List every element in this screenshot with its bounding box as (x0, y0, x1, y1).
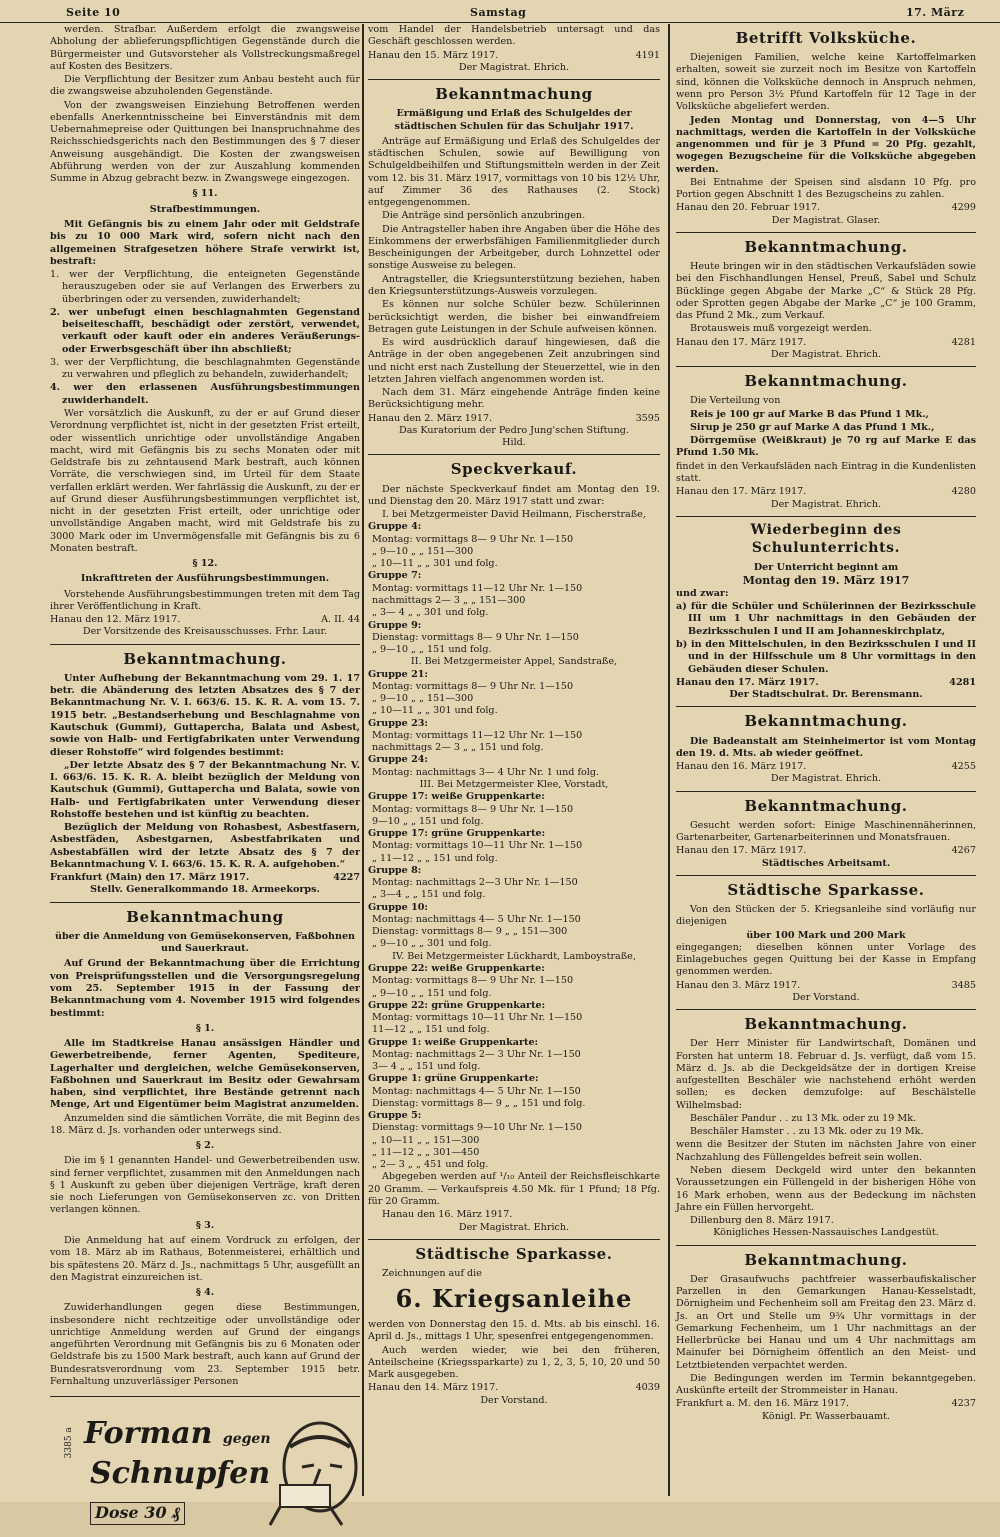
signature: Das Kuratorium der Pedro Jung'schen Stiftung. (399, 424, 629, 436)
paragraph: Bezüglich der Meldung von Rohasbest, Asbestfasern, Asbestfäden, Asbestgarnen, Asbestfabrikaten und Asbestabfällen wird der letzte Absatz des § 7 der Bekanntmachung V. I. 663/6. 15. K. R. A. aufgehoben.“ (50, 822, 360, 870)
divider (676, 366, 976, 367)
notice-title: Bekanntmachung. (744, 1250, 908, 1269)
signature: Der Magistrat. Glaser. (771, 214, 881, 226)
schedule-line: „ 9—10 „ „ 151—300 (372, 693, 474, 705)
paragraph: Die Badeanstalt am Steinheimertor ist vom Montag den 19. d. Mts. ab wieder geöffnet. (676, 735, 976, 759)
schedule-line: „ 11—12 „ „ 301—450 (372, 1146, 480, 1158)
paragraph: Von den Stücken der 5. Kriegsanleihe sind vorläufig nur diejenigen (676, 904, 976, 928)
date-text: Hanau den 2. März 1917. (368, 412, 493, 424)
ad-price: Dose 30 ₰ (90, 1502, 185, 1524)
divider (676, 791, 976, 792)
list-item: 2. wer unbefugt einen beschlagnahmten Gegenstand beiseiteschafft, beschädigt oder zerstört, verwendet, verkauft oder kauft oder ein anderes Veräußerungs- oder Erwerbsgeschäft über ihn abschließt; (50, 306, 360, 355)
group-heading: Gruppe 1: grüne Gruppenkarte: (368, 1073, 539, 1085)
divider (368, 454, 660, 455)
schedule-line: Montag: vormittags 8— 9 Uhr Nr. 1—150 (372, 533, 574, 545)
schedule-line: „ 10—11 „ „ 151—300 (372, 1134, 480, 1146)
section-title: Strafbestimmungen. (149, 203, 261, 215)
paragraph: Von der zwangsweisen Einziehung Betroffenen werden ebenfalls Anerkenntnisscheine bei Einverständnis mit dem Uebernahmepreise oder Quittungen bei Inanspruchnahme des Reichsschiedsgerichts nach den Bestimmungen des § 7 dieser Anweisung ausgehändigt. Die Kosten der zwangsweisen Abführung werden von der zur Auszahlung kommenden Summe in Abzug gebracht bezw. in Zwangswege eingezogen. (50, 99, 360, 185)
paragraph: Nach dem 31. März eingehende Anträge finden keine Berücksichtigung mehr. (368, 387, 660, 411)
ad-gegen: gegen (222, 1431, 271, 1448)
divider (676, 1245, 976, 1246)
paragraph: Die Antragsteller haben ihre Angaben über die Höhe des Einkommens der erwerbsfähigen Familienmitglieder durch Bescheinigungen der Arbeitgeber, durch Lohnzettel oder sonstige Ausweise zu belegen. (368, 223, 660, 272)
paragraph: Die Verpflichtung der Besitzer zum Anbau besteht auch für die zwangsweise abzuholenden Gegenstände. (50, 74, 360, 98)
paragraph: Unter Aufhebung der Bekanntmachung vom 29. 1. 17 betr. die Abänderung des letzten Absatzes des § 7 der Bekanntmachung Nr. V. I. 663/6. 15. K. R. A. vom 15. 7. 1915 betr. „Bestandserhebung und Beschlagnahme von Kautschuk (Gummi), Guttapercha, Balata und Asbest, sowie von Halb- und Fertigfabrikaten unter Verwendung dieser Rohstoffe“ wird folgendes bestimmt: (50, 672, 360, 758)
signature: Der Magistrat. Ehrich. (458, 61, 570, 73)
ref-number: 3485 (951, 979, 976, 991)
notice-title: Bekanntmachung. (123, 649, 287, 668)
paragraph: wenn die Besitzer der Stuten im nächsten Jahre von einer Nachzahlung des Füllengeldes befreit sein wollen. (676, 1139, 976, 1163)
schedule-line: 11—12 „ „ 151 und folg. (372, 1024, 490, 1036)
column-3 (676, 24, 976, 1496)
signature: Der Vorstand. (792, 991, 860, 1003)
date-text: Hanau den 17. März 1917. (676, 336, 807, 348)
signature: Der Vorstand. (480, 1394, 548, 1406)
ref-number: 4237 (951, 1398, 976, 1410)
divider (676, 516, 976, 517)
paragraph: eingegangen; dieselben können unter Vorlage des Einlagebuches gegen Quittung bei der Kasse in Empfang genommen werden. (676, 941, 976, 978)
schedule-line: Montag: nachmittags 2—3 Uhr Nr. 1—150 (372, 877, 578, 889)
schedule-line: Dienstag: vormittags 8— 9 „ „ 151—300 (372, 926, 568, 938)
schedule-line: Dienstag: vormittags 8— 9 Uhr Nr. 1—150 (372, 631, 579, 643)
schedule-line: „ 9—10 „ „ 151 und folg. (372, 987, 492, 999)
ref-number: 4191 (635, 49, 660, 61)
ref-number: 4299 (951, 202, 976, 214)
notice-subtitle: Ermäßigung und Erlaß des Schulgeldes der städtischen Schulen für das Schuljahr 1917. (394, 108, 634, 132)
schedule-line: Montag: vormittags 8— 9 Uhr Nr. 1—150 (372, 975, 574, 987)
signature: Der Magistrat. Ehrich. (770, 773, 882, 785)
paragraph: Die Anträge sind persönlich anzubringen. (382, 210, 586, 222)
paragraph: Vorstehende Ausführungsbestimmungen treten mit dem Tag ihrer Veröffentlichung in Kraft. (50, 588, 360, 612)
schedule-line: „ 2— 3 „ „ 451 und folg. (372, 1159, 489, 1171)
group-heading: Gruppe 17: weiße Gruppenkarte: (368, 791, 545, 803)
date-text: Hanau den 15. März 1917. (368, 49, 499, 61)
paragraph: Der Grasaufwuchs pachtfreier wasserbaufiskalischer Parzellen in den Gemarkungen Hanau-Kesselstadt, Dörnigheim und Fechenheim soll am Freitag den 23. März d. Js. an Ort und Stelle um 9¾ Uhr vormittags in der Gemarkung Fechenheim, um 1 Uhr nachmittags an der Hellerbrücke bei Hanau und um 4 Uhr nachmittags am Mainufer bei Dörnigheim öffentlich an den Meist- und Letztbietenden verpachtet werden. (676, 1273, 976, 1371)
paragraph: Antragsteller, die Kriegsunterstützung beziehen, haben den Kriegsunterstützungs-Ausweis vorzulegen. (368, 273, 660, 297)
ref-number: 3595 (635, 412, 660, 424)
paragraph: Auch werden wieder, wie bei den früheren, Anteilscheine (Kriegssparkarte) zu 1, 2, 3, 5, 10, 20 und 50 Mark ausgegeben. (368, 1344, 660, 1381)
ref-number: 4255 (951, 761, 976, 773)
date-text: Hanau den 20. Februar 1917. (676, 202, 821, 214)
date-text: Hanau den 3. März 1917. (676, 979, 801, 991)
signature: Der Magistrat. Ehrich. (458, 1221, 570, 1233)
schedule-line: „ 3— 4 „ „ 301 und folg. (372, 607, 489, 619)
paragraph: „Der letzte Absatz des § 7 der Bekanntmachung Nr. V. I. 663/6. 15. K. R. A. bleibt bezüglich der Meldung von Kautschuk (Gummi), Guttapercha und Balata, sowie von Halb- und Fertigfabrikaten unter Verwendung dieser Rohstoffe bestehen und ist künftig zu beachten. (50, 759, 360, 820)
notice-title: Bekanntmachung. (744, 1015, 908, 1034)
paragraph: Es wird ausdrücklich darauf hingewiesen, daß die Anträge in der oben angegebenen Zeit anzubringen sind und nicht erst nach Zustellung der Steuerzettel, wie in den letzten Jahren vielfach angenommen worden ist. (368, 337, 660, 385)
dateline (676, 202, 976, 214)
section-number: § 1. (195, 1022, 215, 1034)
date: 17. März (906, 6, 965, 19)
list-item: 4. wer den erlassenen Ausführungsbestimmungen zuwiderhandelt. (50, 382, 360, 406)
date-text: Frankfurt a. M. den 16. März 1917. (676, 1398, 849, 1410)
butcher-line: II. Bei Metzgermeister Appel, Sandstraße, (410, 656, 618, 668)
paragraph: Die Verteilung von (690, 395, 781, 407)
group-heading: Gruppe 4: (368, 521, 422, 533)
divider (368, 1239, 660, 1240)
paragraph: Der nächste Speckverkauf findet am Montag den 19. und Dienstag den 20. März 1917 statt und zwar: (368, 483, 660, 507)
ref-number: 4267 (951, 845, 976, 857)
paragraph: werden. Strafbar. Außerdem erfolgt die zwangsweise Abholung der ablieferungspflichtigen Gegenstände durch die Bürgermeister und Gutsvorsteher als Vollstreckungsmaßregel auf Kosten des Besitzers. (50, 24, 360, 72)
date-text: Hanau den 17. März 1917. (676, 486, 807, 498)
dateline (676, 845, 976, 857)
dateline (676, 486, 976, 498)
ad-brand (84, 1415, 271, 1453)
divider (676, 706, 976, 707)
dateline (368, 50, 660, 62)
paragraph: Die Bedingungen werden im Termin bekanntgegeben. Auskünfte erteilt der Strommeister in Hanau. (676, 1372, 976, 1397)
ref-number: 4039 (635, 1382, 660, 1394)
notice-title: Bekanntmachung. (744, 712, 908, 731)
dateline (368, 1382, 660, 1394)
schedule-line: Montag: vormittags 8— 9 Uhr Nr. 1—150 (372, 803, 574, 815)
list-item: Sirup je 250 gr auf Marke A das Pfund 1 Mk., (690, 421, 935, 433)
schedule-line: „ 10—11 „ „ 301 und folg. (372, 705, 498, 717)
divider (676, 232, 976, 233)
section-number: § 11. (192, 188, 218, 200)
group-heading: Gruppe 1: weiße Gruppenkarte: (368, 1036, 539, 1048)
dateline (676, 761, 976, 773)
schedule-line: nachmittags 2— 3 „ „ 151—300 (372, 595, 526, 606)
group-heading: Gruppe 8: (368, 864, 422, 876)
column-2 (368, 24, 660, 1496)
schedule-line: Montag: vormittags 10—11 Uhr Nr. 1—150 (372, 1012, 583, 1024)
ref-number: 4281 (951, 336, 976, 348)
paragraph: Es können nur solche Schüler bezw. Schülerinnen berücksichtigt werden, die bisher bei einwandfreiem Betragen gute Leistungen in der Schule aufweisen können. (368, 299, 660, 335)
signature: Stellv. Generalkommando 18. Armeekorps. (90, 884, 320, 896)
section-number: § 12. (192, 558, 218, 570)
page-header (0, 0, 1000, 23)
section-number: § 4. (195, 1287, 215, 1299)
signature: Der Magistrat. Ehrich. (770, 348, 882, 360)
paragraph: Diejenigen Familien, welche keine Kartoffelmarken erhalten, soweit sie zurzeit noch im Besitze von Kartoffeln sind, können die Volksküche dennoch in Anspruch nehmen, wenn pro Person 3½ Pfund Kartoffeln für 12 Tage in der Volksküche abgeliefert werden. (676, 52, 976, 113)
butcher-line: III. Bei Metzgermeister Klee, Vorstadt, (419, 778, 609, 790)
list-item: Beschäler Hamster . . zu 13 Mk. oder zu 19 Mk. (690, 1126, 924, 1138)
list-item: 3. wer der Verpflichtung, die beschlagnahmten Gegenstände zu verwahren und pfleglich zu behandeln, zuwiderhandelt; (50, 356, 360, 381)
weekday: Samstag (470, 6, 527, 19)
schedule-line: „ 11—12 „ „ 151 und folg. (372, 852, 498, 864)
list-item: a) für die Schüler und Schülerinnen der Bezirksschule III um 1 Uhr nachmittags in den Gebäuden der Bezirksschulen I und II am Johanneskirchplatz, (676, 601, 976, 637)
highlight-date: Montag den 19. März 1917 (742, 573, 910, 587)
date-text: Frankfurt (Main) den 17. März 1917. (50, 872, 250, 884)
notice-title: Speckverkauf. (450, 460, 578, 479)
paragraph: Auf Grund der Bekanntmachung über die Errichtung von Preisprüfungsstellen und die Versorgungsregelung vom 25. September 1915 in der Fassung der Bekanntmachung vom 4. November 1915 wird folgendes bestimmt: (50, 958, 360, 1019)
dateline (676, 677, 976, 689)
paragraph: und zwar: (676, 587, 729, 599)
paragraph: Die im § 1 genannten Handel- und Gewerbetreibenden usw. sind ferner verpflichtet, zusammen mit den Anmeldungen nach § 1 Auskunft zu geben über diejenigen Verträge, kraft deren sie noch Lieferungen von Gemüsekonserven zc. von Dritten verlangen können. (50, 1155, 360, 1216)
section-number: § 3. (195, 1219, 215, 1231)
paragraph: Zeichnungen auf die (382, 1268, 482, 1279)
paragraph: Die Anmeldung hat auf einem Vordruck zu erfolgen, der vom 18. März ab im Rathaus, Botenmeisterei, erhältlich und bis spätestens 20. März d. Js., nachmittags 5 Uhr, ausgefüllt an den Magistrat einzureichen ist. (50, 1235, 360, 1283)
paragraph: Zuwiderhandlungen gegen diese Bestimmungen, insbesondere nicht rechtzeitige oder unvollständige oder unrichtige Anmeldung werden auf Grund der eingangs angeführten Verordnung mit Gefängnis bis zu 6 Monaten oder Geldstrafe bis zu 1500 Mark bestraft, auch kann auf Grund der Bundesratsverordnung vom 23. September 1915 betr. Fernhaltung unzuverlässiger Personen (50, 1302, 360, 1387)
schedule-line: 3— 4 „ „ 151 und folg. (372, 1061, 481, 1073)
ref-number: 4281 (949, 676, 976, 688)
divider (368, 79, 660, 80)
date-text: Hanau den 12. März 1917. (50, 614, 181, 626)
paragraph: Heute bringen wir in den städtischen Verkaufsläden sowie bei den Fischhandlungen Hensel, Preuß, Sabel und Schulz Bücklinge gegen Abgabe der Marke „C“ & Stück 28 Pfg. oder Sprotten gegen Abgabe der Marke „C“ je 100 Gramm, das Pfund 2 Mk., zum Verkauf. (676, 261, 976, 322)
dateline (676, 1398, 976, 1410)
paragraph: Gesucht werden sofort: Einige Maschinennäherinnen, Gartenarbeiter, Gartenarbeiterinnen und Monatsfrauen. (676, 819, 976, 844)
date-text: Hanau den 14. März 1917. (368, 1382, 499, 1394)
group-heading: Gruppe 23: (368, 717, 428, 729)
schedule-line: „ 9—10 „ „ 301 und folg. (372, 938, 492, 950)
notice-title: Bekanntmachung (435, 85, 593, 104)
paragraph: findet in den Verkaufsläden nach Eintrag in die Kundenlisten statt. (676, 460, 976, 484)
signature: Der Stadtschulrat. Dr. Berensmann. (729, 689, 923, 701)
list-item: 1. wer der Verpflichtung, die enteigneten Gegenstände herauszugeben oder sie auf Verlangen des Erwerbers zu überbringen oder zu versenden, zuwiderhandelt; (50, 269, 360, 305)
ad-product: Schnupfen (90, 1456, 271, 1492)
notice-title: Städtische Sparkasse. (415, 1244, 613, 1263)
group-heading: Gruppe 22: grüne Gruppenkarte: (368, 999, 546, 1011)
dateline (676, 980, 976, 992)
notice-title: Betrifft Volksküche. (735, 29, 917, 47)
date-text: Hanau den 17. März 1917. (676, 676, 819, 688)
paragraph: vom Handel der Handelsbetrieb untersagt und das Geschäft geschlossen werden. (368, 24, 660, 48)
signature: Königl. Pr. Wasserbauamt. (762, 1410, 890, 1422)
ad-brand-text: Forman (84, 1416, 213, 1452)
schedule-line: Montag: vormittags 8— 9 Uhr Nr. 1—150 (372, 680, 574, 692)
ref-number: A. II. 44 (321, 614, 360, 626)
schedule-line: Montag: nachmittags 2— 3 Uhr Nr. 1—150 (372, 1048, 581, 1060)
paragraph: werden von Donnerstag den 15. d. Mts. ab bis einschl. 16. April d. Js., mittags 1 Uhr, spesenfrei entgegengenommen. (368, 1318, 660, 1343)
war-loan-heading: 6. Kriegsanleihe (395, 1284, 633, 1314)
divider (676, 1009, 976, 1010)
section-number: § 2. (195, 1140, 215, 1152)
notice-subtitle: über die Anmeldung von Gemüsekonserven, Faßbohnen und Sauerkraut. (54, 930, 356, 955)
schedule-line: „ 3—4 „ „ 151 und folg. (372, 889, 486, 901)
schedule-line: Montag: nachmittags 3— 4 Uhr Nr. 1 und folg. (372, 766, 600, 778)
group-heading: Gruppe 5: (368, 1110, 422, 1122)
paragraph: über 100 Mark und 200 Mark (746, 929, 906, 941)
dateline (50, 872, 360, 884)
group-heading: Gruppe 24: (368, 754, 428, 766)
schedule-line: Montag: nachmittags 4— 5 Uhr Nr. 1—150 (372, 913, 581, 925)
schedule-line: Montag: vormittags 10—11 Uhr Nr. 1—150 (372, 840, 583, 852)
date-text: Hanau den 16. März 1917. (382, 1209, 513, 1221)
notice-title: Städtische Sparkasse. (727, 880, 925, 899)
date-text: Hanau den 16. März 1917. (676, 761, 807, 773)
list-item: Dörrgemüse (Weißkraut) je 70 rg auf Marke E das Pfund 1.50 Mk. (676, 435, 976, 459)
signature: Der Vorsitzende des Kreisausschusses. Frhr. Laur. (82, 626, 328, 638)
paragraph: Abgegeben werden auf ¹/₁₀ Anteil der Reichsfleischkarte 20 Gramm. — Verkaufspreis 4.50 Mk. für 1 Pfund; 18 Pfg. für 20 Gramm. (368, 1171, 660, 1208)
signature: Der Magistrat. Ehrich. (770, 498, 882, 510)
section-title: Inkrafttreten der Ausführungsbestimmungen. (80, 573, 330, 585)
schedule-line: Montag: vormittags 11—12 Uhr Nr. 1—150 (372, 582, 583, 594)
column-1 (50, 24, 360, 1523)
paragraph: Anzumelden sind die sämtlichen Vorräte, die mit Beginn des 18. März d. Js. vorhanden oder unterwegs sind. (50, 1112, 360, 1136)
schedule-line: Montag: nachmittags 4— 5 Uhr Nr. 1—150 (372, 1085, 581, 1097)
schedule-line: Dienstag: vormittags 8— 9 „ „ 151 und folg. (372, 1097, 586, 1109)
dateline (50, 614, 360, 626)
schedule-line: Montag: vormittags 11—12 Uhr Nr. 1—150 (372, 729, 583, 741)
page-number: Seite 10 (66, 6, 121, 19)
date-text: Dillenburg den 8. März 1917. (690, 1215, 834, 1227)
group-heading: Gruppe 9: (368, 619, 422, 631)
sneezing-face-illustration (250, 1407, 370, 1527)
notice-title: Bekanntmachung (126, 907, 284, 926)
speck-schedule (368, 509, 660, 1171)
column-rule (362, 24, 364, 1496)
paragraph: Brotausweis muß vorgezeigt werden. (690, 323, 872, 335)
schedule-line: „ 9—10 „ „ 151—300 (372, 545, 474, 557)
paragraph: Alle im Stadtkreise Hanau ansässigen Händler und Gewerbetreibende, ferner Agenten, Spediteure, Lagerhalter und dergleichen, welche Gemüsekonserven, Faßbohnen und Sauerkraut im Besitz oder Gewahrsam haben, sind verpflichtet, ihre Bestände getrennt nach Menge, Art und Eigentümer beim Magistrat anzumelden. (50, 1038, 360, 1111)
divider (50, 644, 360, 645)
schedule-line: „ 10—11 „ „ 301 und folg. (372, 558, 498, 570)
signature: Städtisches Arbeitsamt. (761, 857, 891, 869)
notice-title: Bekanntmachung. (744, 796, 908, 815)
paragraph: Anträge auf Ermäßigung und Erlaß des Schulgeldes der städtischen Schulen, sowie auf Bewilligung von Schulgeldbeihilfen und Stiftungsmitteln werden in der Zeit vom 12. bis 31. März 1917, vormittags von 10 bis 12½ Uhr, auf Zimmer 36 des Rathauses (2. Stock) entgegengenommen. (368, 135, 660, 209)
paragraph: Mit Gefängnis bis zu einem Jahr oder mit Geldstrafe bis zu 10 000 Mark wird, sofern nicht nach den allgemeinen Strafgesetzen höhere Strafe verwirkt ist, bestraft: (50, 218, 360, 267)
paragraph: Wer vorsätzlich die Auskunft, zu der er auf Grund dieser Verordnung verpflichtet ist, nicht in der gesetzten Frist erteilt, oder wissentlich unrichtige oder unvollständige Angaben macht, wird mit Gefängnis bis zu sechs Monaten oder mit Geldstrafe bis zu zehntausend Mark bestraft, auch können Vorräte, die verschwiegen sind, im Urteil für dem Staate verfallen erklärt werden. Wer fahrlässig die Auskunft, zu der er auf Grund dieser Ausführungsbestimmungen verpflichtet ist, nicht in der gesetzten Frist erteilt, oder unrichtige oder unvollständige Angaben macht, wird mit Geldstrafe bis zu 3000 Mark oder im Unvermögensfalle mit Gefängnis bis zu 6 Monaten bestraft. (50, 407, 360, 554)
paragraph: Der Unterricht beginnt am (753, 561, 899, 573)
ref-number: 4227 (333, 872, 360, 884)
butcher-line: IV. Bei Metzgermeister Lückhardt, Lamboystraße, (392, 950, 636, 962)
ref-number: 4280 (951, 486, 976, 498)
schedule-line: Dienstag: vormittags 9—10 Uhr Nr. 1—150 (372, 1122, 582, 1134)
notice-title: Bekanntmachung. (744, 372, 908, 391)
ad-code: 3385 a (63, 1427, 74, 1459)
group-heading: Gruppe 22: weiße Gruppenkarte: (368, 962, 545, 974)
paragraph: Neben diesem Deckgeld wird unter den bekannten Voraussetzungen ein Füllengeld in der bisherigen Höhe von 16 Mark erhoben, wenn aus der Bedeckung im nächsten Jahre ein Füllen hervorgeht. (676, 1165, 976, 1213)
divider (676, 875, 976, 876)
schedule-line: 9—10 „ „ 151 und folg. (372, 815, 484, 827)
paragraph: Jeden Montag und Donnerstag, von 4—5 Uhr nachmittags, werden die Kartoffeln in der Volksküche angenommen und für je 3 Pfund = 20 Pfg. gezahlt, wogegen Bezugscheine für die Volksküche abgegeben werden. (676, 114, 976, 175)
schedule-line: nachmittags 2— 3 „ „ 151 und folg. (372, 742, 544, 754)
group-heading: Gruppe 21: (368, 668, 428, 680)
paragraph: Bei Entnahme der Speisen sind alsdann 10 Pfg. pro Portion gegen Abschnitt 1 des Bezugscheins zu zahlen. (676, 176, 976, 201)
group-heading: Gruppe 7: (368, 570, 422, 582)
list-item: Reis je 100 gr auf Marke B das Pfund 1 Mk., (690, 408, 929, 420)
list-item: Beschäler Pandur . . zu 13 Mk. oder zu 19 Mk. (690, 1112, 917, 1124)
notice-title: Bekanntmachung. (744, 237, 908, 256)
list-item: b) in den Mittelschulen, in den Bezirksschulen I und II und in der Hilfsschule um 8 Uhr vormittags in den Gebäuden dieser Schulen. (676, 639, 976, 675)
divider (50, 902, 360, 903)
forman-advertisement (50, 1396, 360, 1537)
schedule-line: „ 9—10 „ „ 151 und folg. (372, 644, 492, 656)
signature-name: Hild. (502, 437, 526, 449)
group-heading: Gruppe 10: (368, 901, 428, 913)
notice-title: Wiederbeginn des Schulunterrichts. (750, 521, 902, 556)
group-heading: Gruppe 17: grüne Gruppenkarte: (368, 828, 546, 840)
butcher-line: I. bei Metzgermeister David Heilmann, Fischerstraße, (382, 509, 646, 521)
signature: Königliches Hessen-Nassauisches Landgestüt. (713, 1227, 939, 1239)
dateline (368, 413, 660, 425)
paragraph: Der Herr Minister für Landwirtschaft, Domänen und Forsten hat unterm 18. Februar d. Js. verfügt, daß vom 15. März d. Js. ab die Deckgeldsätze der in dortigen Kreise aufgestellten Beschäler wie nachstehend erhöht werden sollen; es decken demzufolge: auf Beschälstelle Wilhelmsbad: (676, 1038, 976, 1111)
date-text: Hanau den 17. März 1917. (676, 845, 807, 857)
dateline (676, 337, 976, 349)
column-rule (668, 24, 670, 1496)
